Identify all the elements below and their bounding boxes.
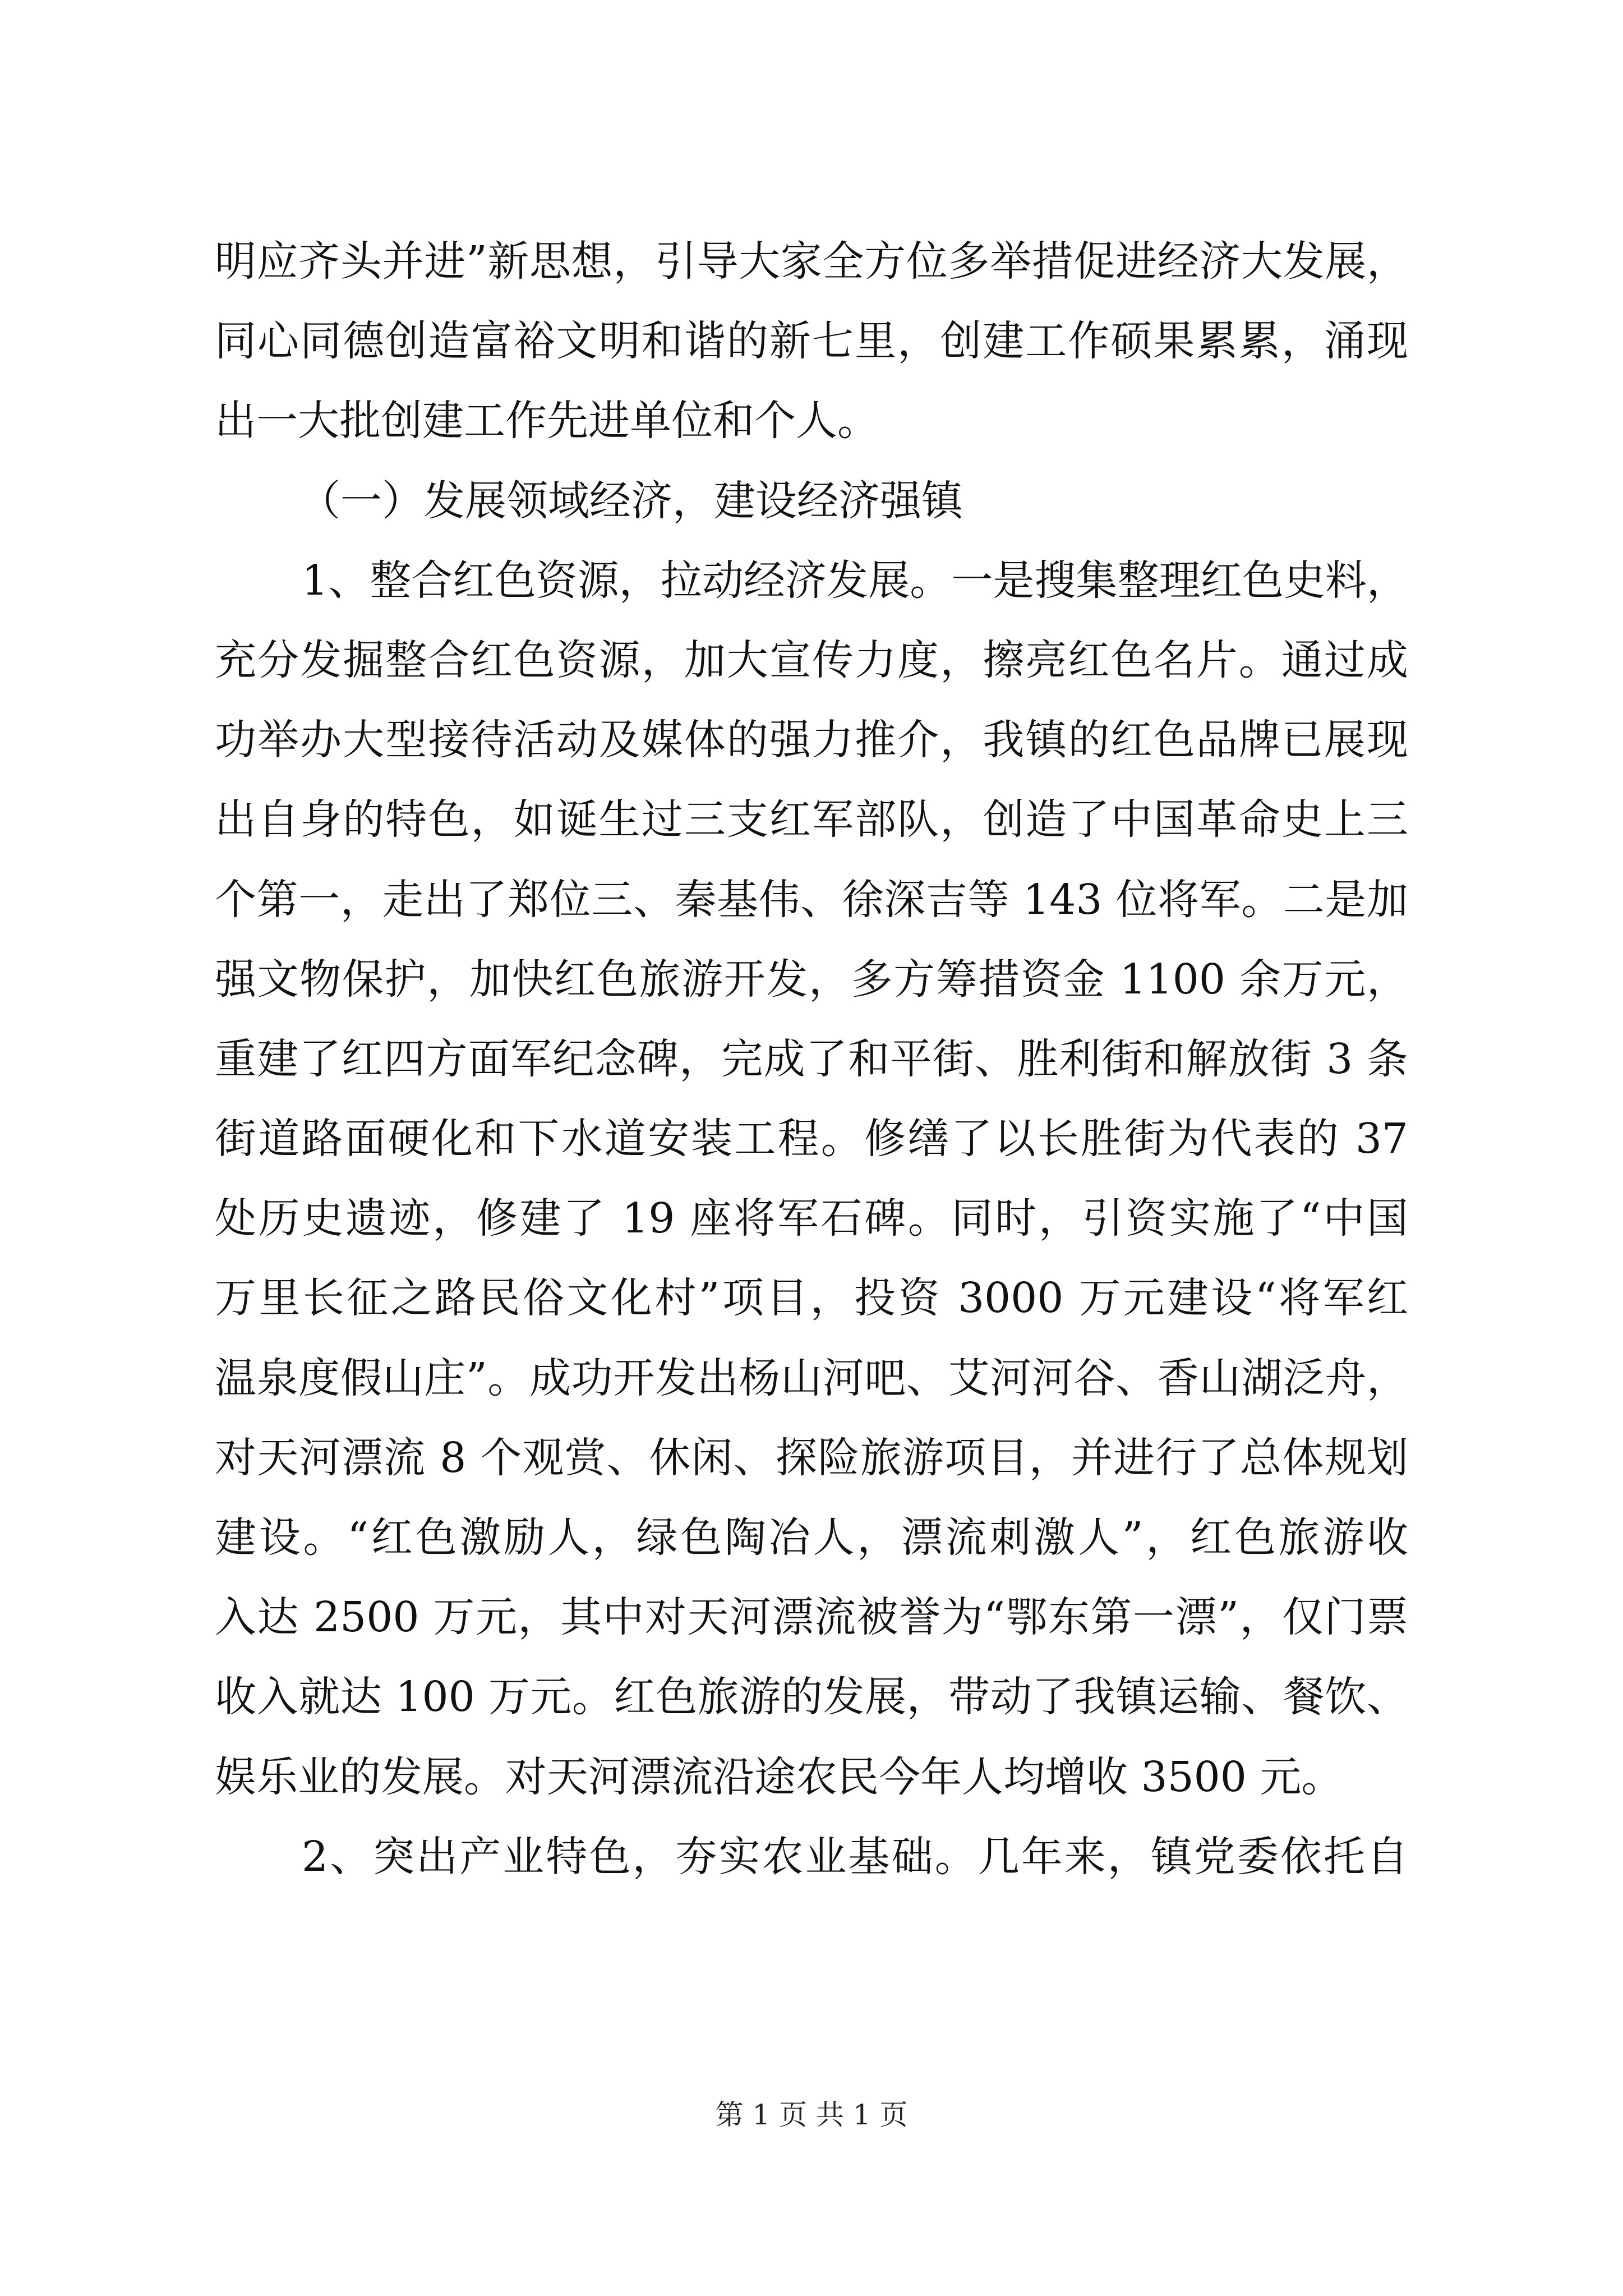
text-line: 出自身的特色，如诞生过三支红军部队，创造了中国革命史上三 (215, 795, 1408, 844)
text-line: 充分发掘整合红色资源，加大宣传力度，擦亮红色名片。通过成 (215, 636, 1408, 684)
text-line: 功举办大型接待活动及媒体的强力推介，我镇的红色品牌已展现 (215, 716, 1408, 765)
text-line: 建设。“红色激励人，绿色陶冶人，漂流刺激人”，红色旅游收 (215, 1513, 1408, 1562)
paragraph-start-line: 1、整合红色资源，拉动经济发展。一是搜集整理红色史料， (302, 556, 1408, 605)
text-line: 重建了红四方面军纪念碑，完成了和平街、胜利街和解放街 3 条 (215, 1034, 1408, 1083)
text-line: 强文物保护，加快红色旅游开发，多方筹措资金 1100 余万元， (215, 955, 1408, 1004)
text-line: 处历史遗迹，修建了 19 座将军石碑。同时，引资实施了“中国 (215, 1194, 1408, 1243)
text-line: 个第一，走出了郑位三、秦基伟、徐深吉等 143 位将军。二是加 (215, 875, 1408, 924)
text-line: 街道路面硬化和下水道安装工程。修缮了以长胜街为代表的 37 (215, 1115, 1408, 1163)
text-line: 温泉度假山庄”。成功开发出杨山河吧、艾河河谷、香山湖泛舟， (215, 1354, 1408, 1402)
text-line: 对天河漂流 8 个观赏、休闲、探险旅游项目，并进行了总体规划 (215, 1433, 1408, 1482)
text-line: 收入就达 100 万元。红色旅游的发展，带动了我镇运输、餐饮、 (215, 1673, 1408, 1722)
text-line: 入达 2500 万元，其中对天河漂流被誉为“鄂东第一漂”，仅门票 (215, 1593, 1408, 1642)
text-line: 万里长征之路民俗文化村”项目，投资 3000 万元建设“将军红 (215, 1274, 1408, 1323)
page-number-footer: 第 1 页 共 1 页 (715, 2099, 908, 2131)
section-heading: （一）发展领域经济，建设经济强镇 (299, 476, 963, 525)
paragraph-start-line: 2、突出产业特色，夯实农业基础。几年来，镇党委依托自 (302, 1832, 1408, 1881)
text-line: 同心同德创造富裕文明和谐的新七里，创建工作硕果累累，涌现 (215, 317, 1408, 366)
text-line: 出一大批创建工作先进单位和个人。 (215, 397, 879, 445)
text-line: 明应齐头并进”新思想，引导大家全方位多举措促进经济大发展， (215, 237, 1408, 286)
text-line: 娱乐业的发展。对天河漂流沿途农民今年人均增收 3500 元。 (215, 1752, 1343, 1801)
document-body (215, 222, 1408, 1897)
